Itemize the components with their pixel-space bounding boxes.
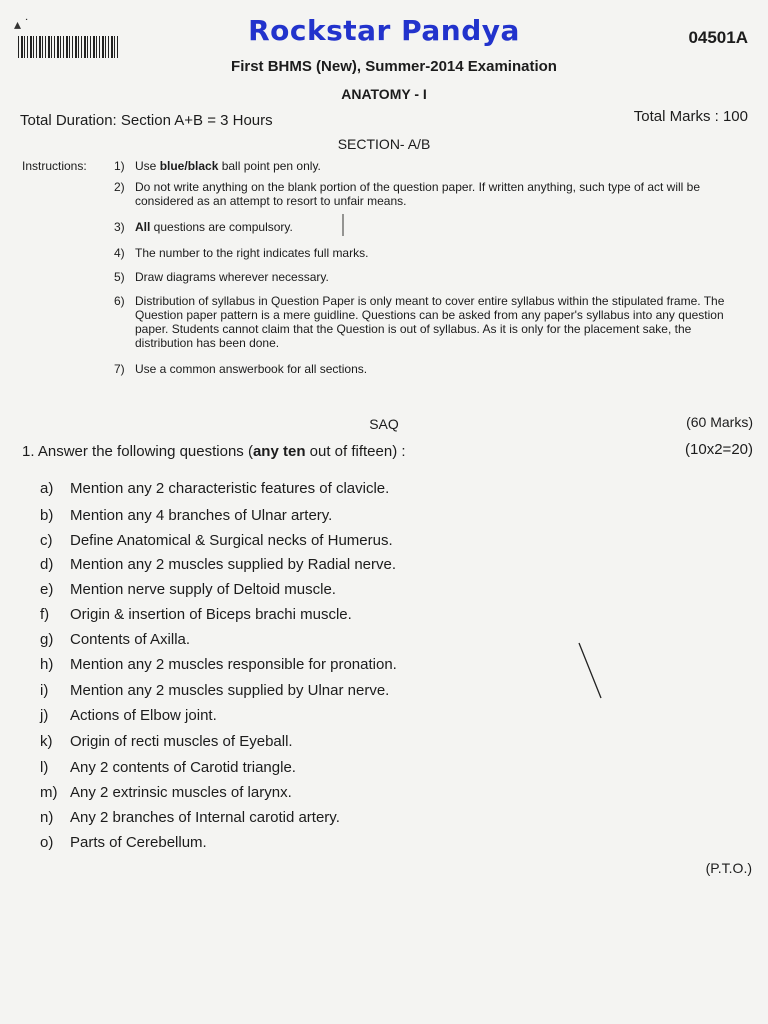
instruction-text: The number to the right indicates full marks. [135,246,369,260]
list-item [40,631,190,648]
item-text: Any 2 branches of Internal carotid artery. [70,809,340,826]
saq-title: SAQ [369,416,399,432]
list-item [40,809,340,826]
item-letter: o) [40,834,54,851]
item-text: Define Anatomical & Surgical necks of Humerus. [70,532,393,549]
list-item [40,759,296,776]
item-letter: f) [40,606,50,623]
question-text-part: out of fifteen) : [305,443,406,460]
exam-title: First BHMS (New), Summer-2014 Examination [231,58,557,75]
question-1-marks: (10x2=20) [685,441,753,458]
item-letter: i) [40,682,49,699]
instruction-number: 1) [114,159,125,173]
list-item [40,682,389,699]
instruction-text-part: questions are compulsory. [150,220,293,234]
instruction-bold: blue/black [159,159,219,173]
list-item [40,581,336,598]
item-letter: n) [40,809,54,826]
question-text-part: 1. Answer the following questions ( [22,443,253,460]
item-letter: e) [40,581,54,598]
item-letter: m) [40,784,58,801]
section-title: SECTION- A/B [337,136,431,152]
instruction-number: 4) [114,246,125,260]
instruction-text [135,159,750,173]
corner-mark: ▴ ˙ [14,16,30,32]
instruction-number: 2) [114,180,125,194]
item-text: Contents of Axilla. [70,631,191,648]
subject-title: ANATOMY - I [341,86,427,102]
instruction-number: 6) [114,294,125,308]
item-letter: a) [40,480,54,497]
item-text: Any 2 extrinsic muscles of larynx. [70,784,292,801]
instruction-text-part: ball point pen only. [218,159,321,173]
instruction-text: Distribution of syllabus in Question Paper is only meant to cover entire syllabus within the stipulated frame. The Question paper pattern is a mere guidline. Questions can be asked from any paper's syllabus into any question paper. Students cannot claim that the Question is out of syllabus. As it is only for the placement sake, the distribution has been done. [135,294,725,350]
item-text: Mention any 2 muscles responsible for pronation. [70,656,397,673]
instruction-text: Use a common answerbook for all sections. [135,362,368,376]
item-text: Mention any 4 branches of Ulnar artery. [70,507,333,524]
instruction-number: 5) [114,270,125,284]
item-text: Mention any 2 muscles supplied by Ulnar nerve. [70,682,390,699]
watermark-name: Rockstar Pandya [248,14,520,47]
list-item [40,834,207,851]
instruction-text: Draw diagrams wherever necessary. [135,270,329,284]
pen-stroke-mark [338,212,348,238]
list-item [40,656,397,673]
saq-marks: (60 Marks) [686,414,753,430]
item-letter: h) [40,656,54,673]
item-text: Mention any 2 muscles supplied by Radial nerve. [70,556,397,573]
item-text: Any 2 contents of Carotid triangle. [70,759,296,776]
instruction-bold: All [135,220,151,234]
paper-code: 04501A [688,28,748,47]
item-letter: c) [40,532,53,549]
list-item [40,606,352,623]
item-letter: j) [40,707,49,724]
item-text: Mention nerve supply of Deltoid muscle. [70,581,336,598]
item-text: Parts of Cerebellum. [70,834,207,851]
list-item [40,507,332,524]
list-item [40,707,217,724]
pen-stroke-mark [575,640,605,702]
item-letter: b) [40,507,54,524]
item-text: Mention any 2 characteristic features of clavicle. [70,480,390,497]
question-1-heading [22,443,406,460]
item-text: Origin of recti muscles of Eyeball. [70,733,293,750]
item-letter: k) [40,733,53,750]
instruction-text-part: Use [135,159,160,173]
pto-label: (P.T.O.) [705,860,752,876]
item-letter: g) [40,631,54,648]
instruction-number: 7) [114,362,125,376]
list-item [40,532,393,549]
list-item [40,784,292,801]
item-text: Origin & insertion of Biceps brachi muscle. [70,606,352,623]
question-bold: any ten [252,443,306,460]
list-item [40,556,396,573]
instruction-text: Do not write anything on the blank portion of the question paper. If written anything, such type of act will be considered as an attempt to resort to unfair means. [135,180,701,208]
item-letter: l) [40,759,49,776]
instructions-label: Instructions: [22,159,87,173]
total-marks: Total Marks : 100 [633,108,748,125]
list-item [40,733,293,750]
item-text: Actions of Elbow joint. [70,707,217,724]
instruction-text [135,220,750,234]
instruction-number: 3) [114,220,125,234]
item-letter: d) [40,556,54,573]
total-duration: Total Duration: Section A+B = 3 Hours [20,112,273,129]
list-item [40,480,389,497]
